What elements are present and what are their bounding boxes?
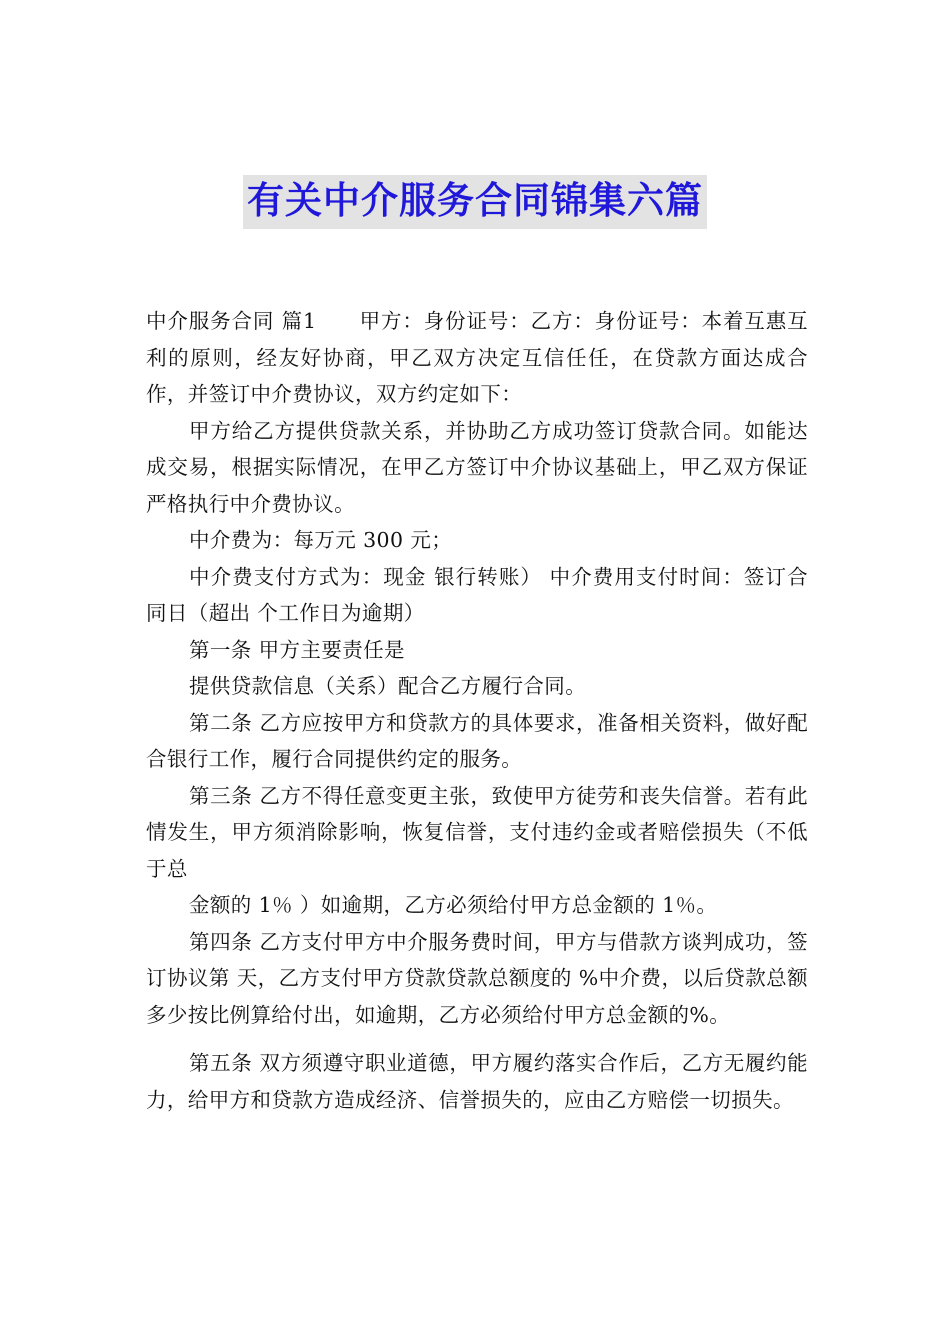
paragraph-1: 甲方给乙方提供贷款关系，并协助乙方成功签订贷款合同。如能达成交易，根据实际情况，在甲乙方签订中介协议基础上，甲乙双方保证严格执行中介费协议。: [146, 418, 808, 516]
document-body: [146, 303, 808, 1118]
paragraph-article-3-continued: 金额的 1％ ）如逾期，乙方必须给付甲方总金额的 1％。: [189, 893, 718, 917]
paragraph-article-1: 第一条 甲方主要责任是: [189, 637, 405, 662]
title-container: [0, 175, 950, 229]
paragraph-article-5: 第五条 双方须遵守职业道德，甲方履约落实合作后，乙方无履约能力，给甲方和贷款方造成经济、信誉损失的，应由乙方赔偿一切损失。: [146, 1051, 808, 1112]
paragraph-3: 中介费支付方式为：现金 银行转账） 中介费用支付时间：签订合同日（超出 个工作日为逾期）: [146, 564, 808, 625]
paragraph-article-2: 第二条 乙方应按甲方和贷款方的具体要求，准备相关资料，做好配合银行工作，履行合同提供约定的服务。: [146, 710, 808, 771]
paragraph-article-3: 第三条 乙方不得任意变更主张，致使甲方徒劳和丧失信誉。若有此情发生，甲方须消除影响，恢复信誉，支付违约金或者赔偿损失（不低于总: [146, 783, 808, 881]
paragraph-article-4: 第四条 乙方支付甲方中介服务费时间，甲方与借款方谈判成功，签订协议第 天，乙方支付甲方贷款贷款总额度的 %中介费，以后贷款总额多少按比例算给付出，如逾期，乙方必须给付甲方总金额的%。: [146, 929, 808, 1027]
paragraph-intro: 中介服务合同 篇1 甲方：身份证号：乙方：身份证号：本着互惠互利的原则，经友好协商，甲乙双方决定互信任任，在贷款方面达成合作，并签订中介费协议，双方约定如下：: [146, 309, 808, 406]
paragraph-2: 中介费为：每万元 300 元；: [189, 528, 453, 552]
document-title: 有关中介服务合同锦集六篇: [243, 175, 707, 229]
paragraph-article-1-detail: 提供贷款信息（关系）配合乙方履行合同。: [189, 674, 587, 698]
